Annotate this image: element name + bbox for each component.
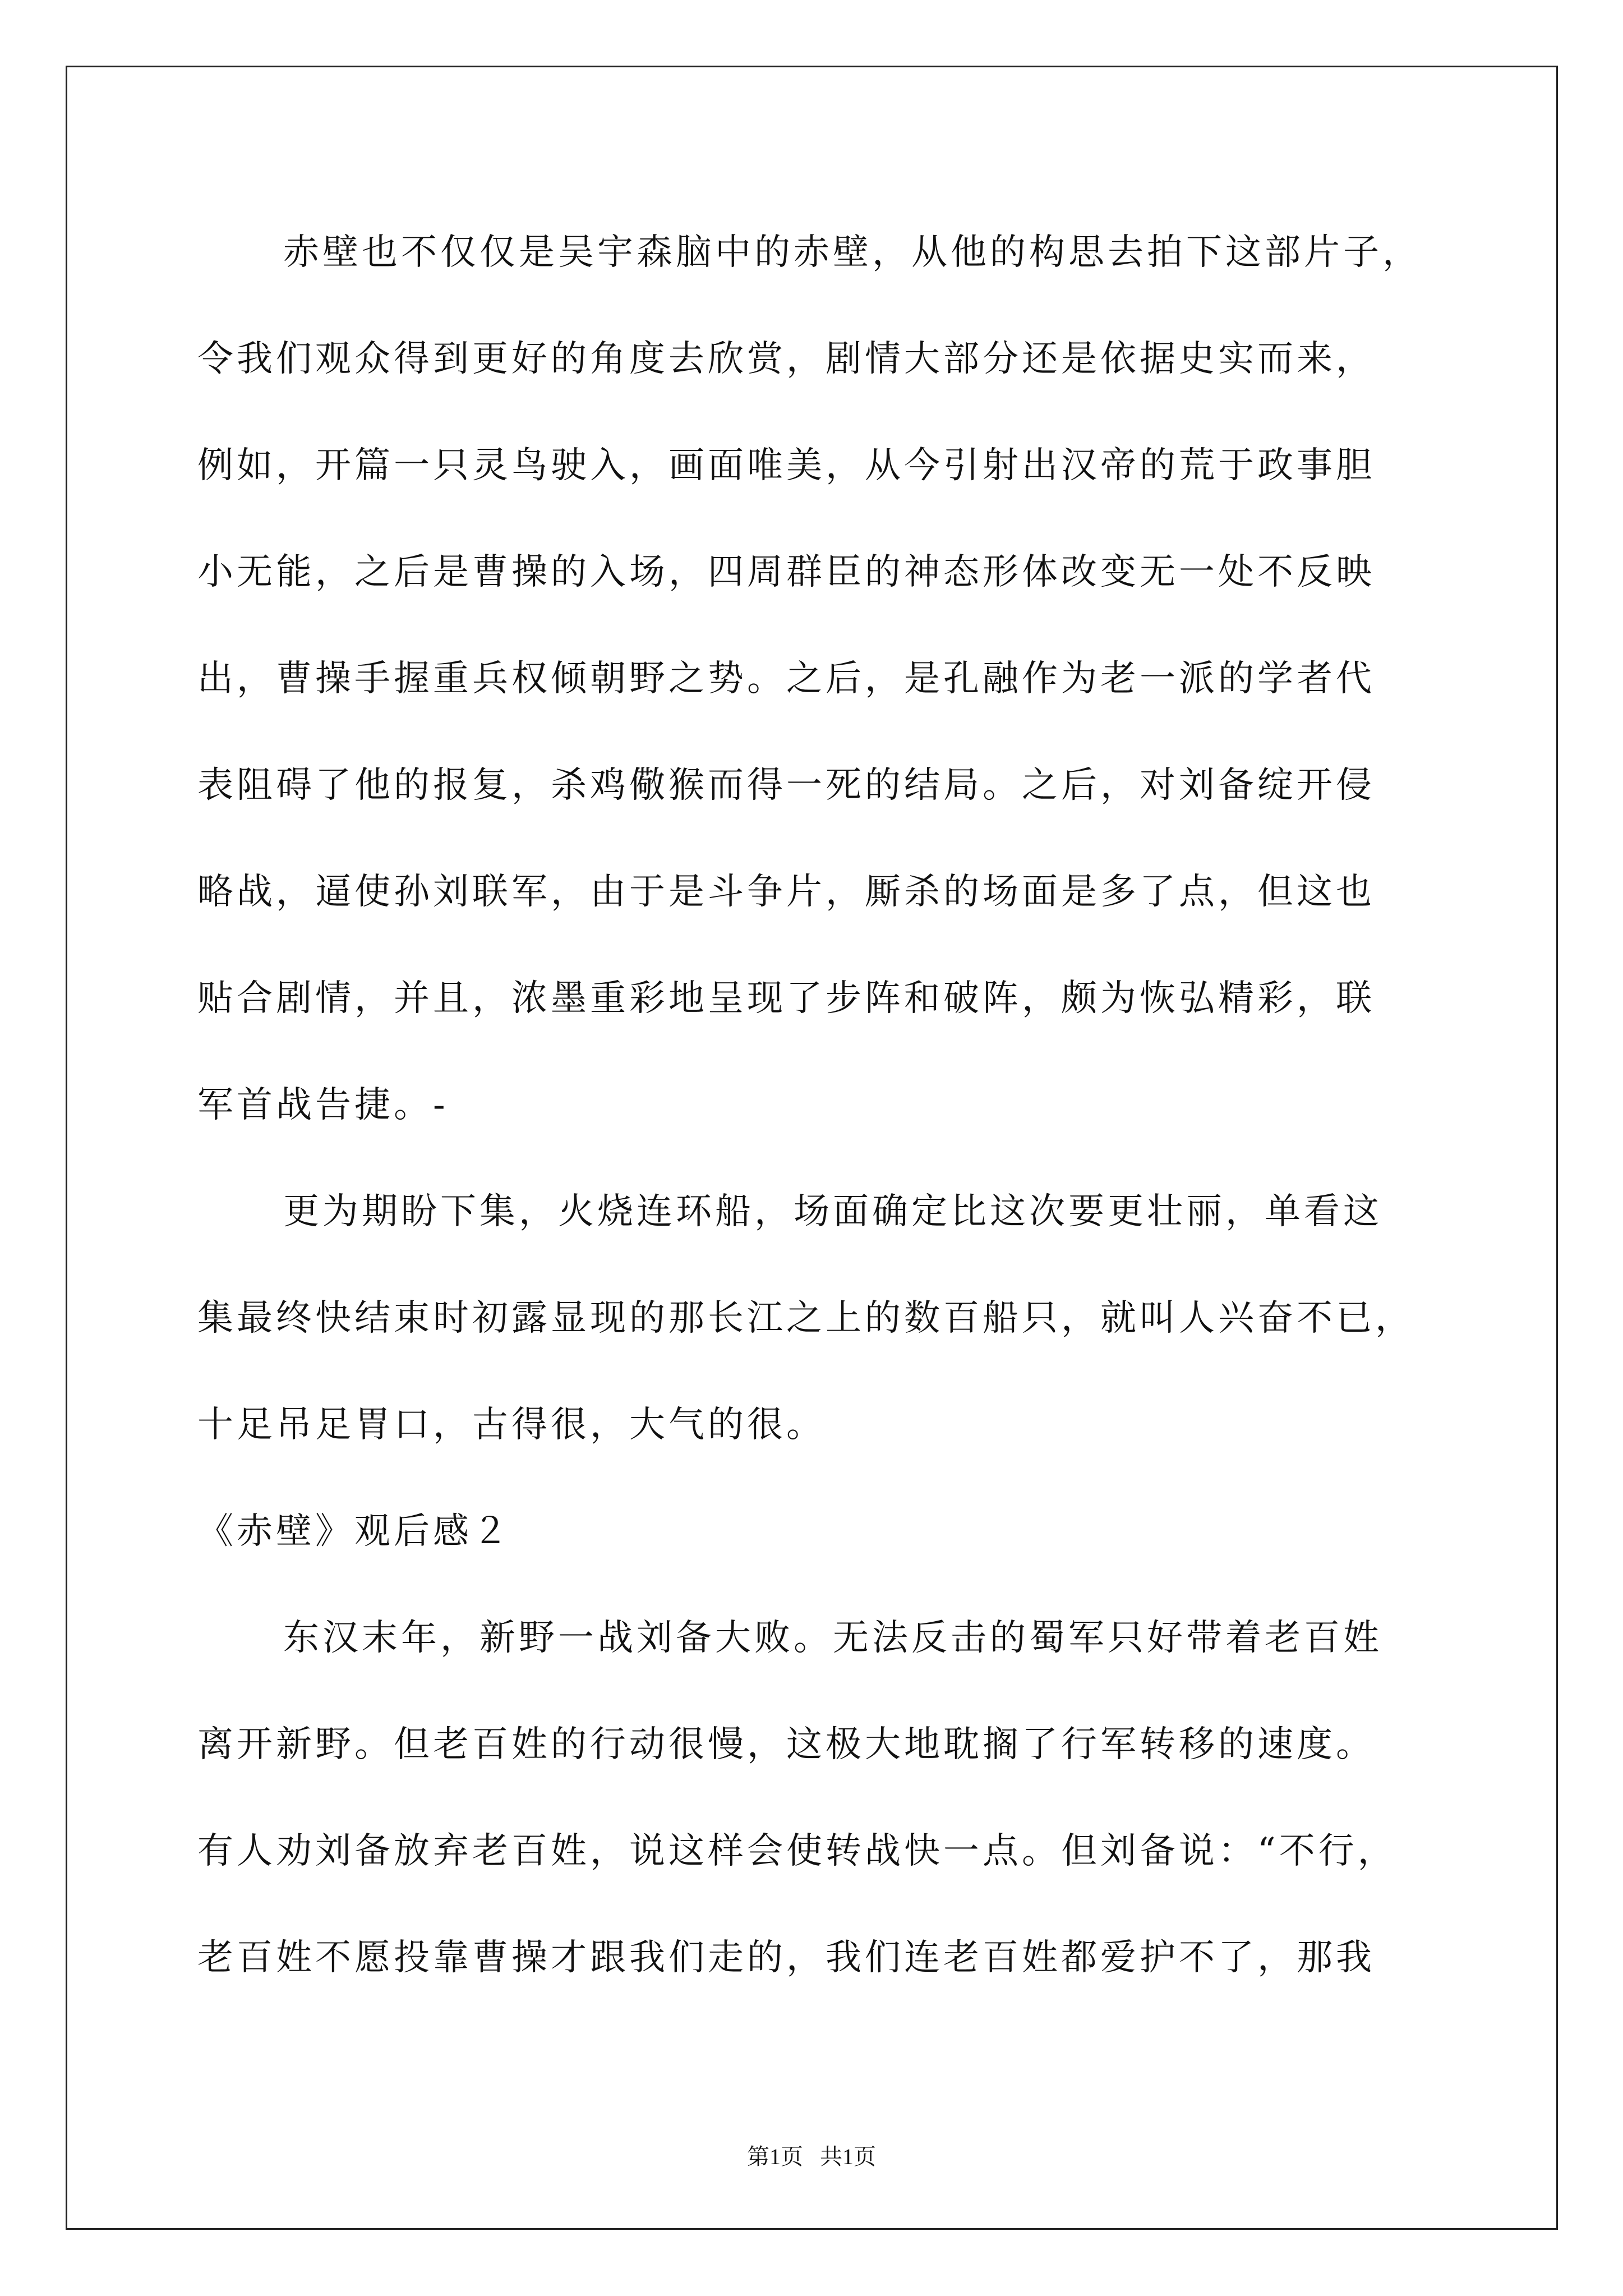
paragraph-2-line-1: 更为期盼下集，火烧连环船，场面确定比这次要更壮丽，单看这 <box>283 1191 1382 1232</box>
paragraph-1-line-7: 略战，逼使孙刘联军，由于是斗争片，厮杀的场面是多了点，但这也 <box>197 871 1375 913</box>
paragraph-1-line-5: 出，曹操手握重兵权倾朝野之势。之后，是孔融作为老一派的学者代 <box>197 658 1375 700</box>
paragraph-1-line-1: 赤壁也不仅仅是吴宇森脑中的赤壁，从他的构思去拍下这部片子， <box>283 232 1422 273</box>
paragraph-3-line-3: 有人劝刘备放弃老百姓，说这样会使转战快一点。但刘备说：“不行， <box>197 1830 1397 1872</box>
paragraph-1-line-4: 小无能，之后是曹操的入场，四周群臣的神态形体改变无一处不反映 <box>197 551 1375 593</box>
paragraph-3-line-4: 老百姓不愿投靠曹操才跟我们走的，我们连老百姓都爱护不了，那我 <box>197 1937 1375 1978</box>
page-footer: 第1页 共1页 <box>747 2144 876 2169</box>
paragraph-2-line-2: 集最终快结束时初露显现的那长江之上的数百船只，就叫人兴奋不已， <box>197 1297 1414 1339</box>
paragraph-1-line-2: 令我们观众得到更好的角度去欣赏，剧情大部分还是依据史实而来， <box>197 338 1375 380</box>
paragraph-3-line-1: 东汉末年，新野一战刘备大败。无法反击的蜀军只好带着老百姓 <box>283 1617 1382 1659</box>
paragraph-1-line-3: 例如，开篇一只灵鸟驶入，画面唯美，从今引射出汉帝的荒于政事胆 <box>197 445 1375 486</box>
section-heading: 《赤壁》观后感２ <box>197 1511 511 1552</box>
paragraph-2-line-3: 十足吊足胃口，古得很，大气的很。 <box>197 1404 826 1446</box>
paragraph-1-line-8: 贴合剧情，并且，浓墨重彩地呈现了步阵和破阵，颇为恢弘精彩，联 <box>197 978 1375 1019</box>
paragraph-1-line-9: 军首战告捷。- <box>197 1084 449 1126</box>
paragraph-3-line-2: 离开新野。但老百姓的行动很慢，这极大地耽搁了行军转移的速度。 <box>197 1724 1375 1765</box>
page-border <box>66 66 1558 2230</box>
paragraph-1-line-6: 表阻碍了他的报复，杀鸡儆猴而得一死的结局。之后，对刘备绽开侵 <box>197 765 1375 806</box>
